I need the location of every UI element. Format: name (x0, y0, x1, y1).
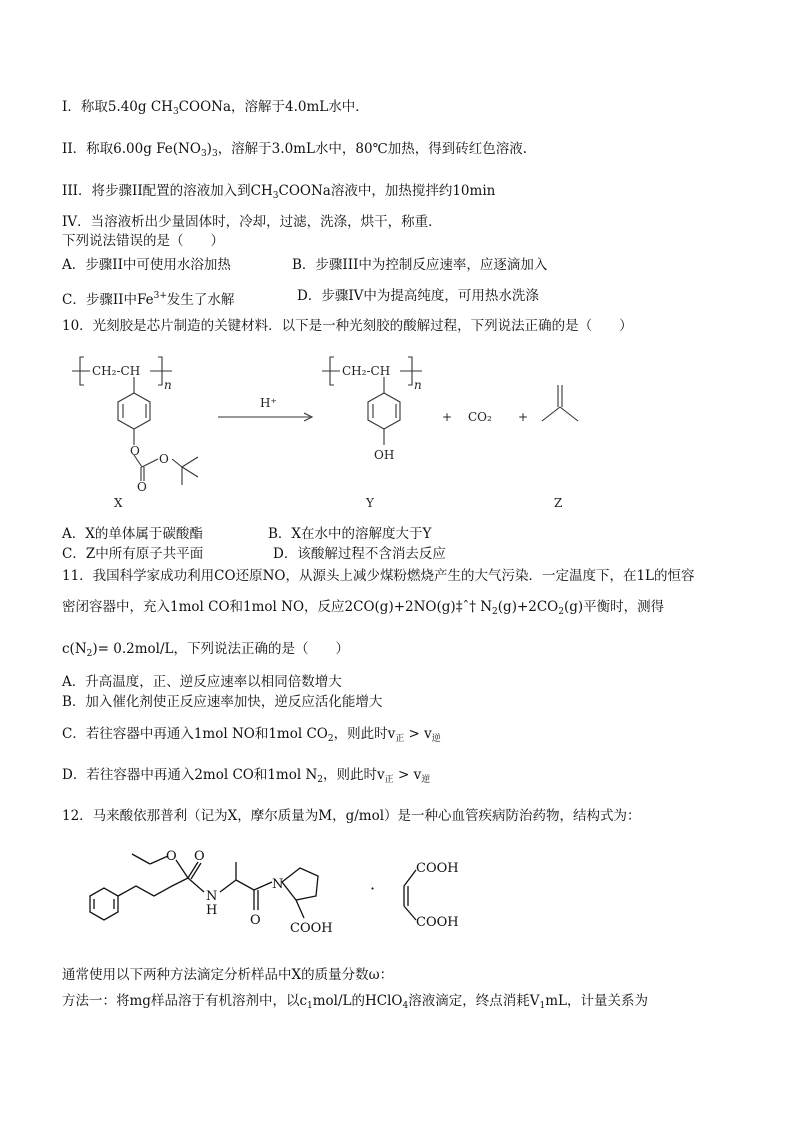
x-repeat-unit: CH₂-CH (92, 364, 141, 378)
q11-line-3: $c(N_2)= 0.2mol/L$，下列说法正确的是（ ） (62, 641, 349, 659)
q9-option-d: D．步骤IV中为提高纯度，可用热水洗涤 (297, 288, 539, 304)
q9-option-a: A．步骤II中可使用水浴加热 (62, 257, 231, 273)
enalapril-maleate-structure (60, 838, 500, 960)
q9-option-b: B．步骤III中为控制反应速率，应逐滴加入 (292, 257, 548, 273)
q9-option-c: C．步骤II中$Fe^{3+}$发生了水解 (62, 291, 235, 308)
q11-option-d: D．若往容器中再通入2mol CO和1mol $N_2$，则此时$v_正 > v_逆$ (62, 767, 431, 785)
proline-cooh-label: COOH (290, 921, 333, 936)
photoresist-reaction-diagram (60, 345, 620, 520)
maleic-cooh-top-label: COOH (416, 861, 459, 876)
amide-oxygen-label: O (250, 913, 261, 928)
step-3: III．将步骤II配置的溶液加入到$CH_3COONa$溶液中，加热搅拌约10min (62, 183, 496, 201)
label-y: Y (366, 496, 374, 510)
q9-stem: 下列说法错误的是（ ） (62, 233, 224, 249)
amine-h-label: H (206, 903, 218, 918)
x-n-label: n (164, 378, 172, 392)
q11-option-c: C．若往容器中再通入1mol NO和1mol $CO_2$，则此时$v_正 > v_逆$ (62, 726, 441, 744)
carbonyl-oxygen-label: O (194, 849, 205, 864)
y-n-label: n (414, 378, 422, 392)
q11-line-2: 密闭容器中，充入1mol CO和1mol NO，反应2CO(g)+2NO(g)‡ˆ† $N_2(g)+2CO_2(g)$平衡时，测得 (62, 599, 665, 617)
proline-n-label: N (272, 877, 284, 892)
q11-line-1: 11．我国科学家成功利用CO还原NO，从源头上减少煤粉燃烧产生的大气污染．一定温度下，在1L的恒容 (62, 568, 695, 584)
step-1: I．称取5.40g $CH_3COONa$，溶解于4.0mL水中． (62, 99, 369, 117)
q12-line-3: 方法一：将mg样品溶于有机溶剂中，以$c_1mol/L$的HClO$_4$溶液滴定，终点消耗$V_1mL$，计量关系为 (62, 993, 648, 1011)
salt-dot: · (370, 879, 376, 898)
x-ester-oxygen-label: O (159, 452, 169, 466)
amine-n-label: N (206, 889, 218, 904)
q10-option-b: B．X在水中的溶解度大于Y (268, 526, 432, 542)
y-repeat-unit: CH₂-CH (342, 364, 391, 378)
plus-sign-2: + (518, 410, 529, 424)
maleic-cooh-bottom-label: COOH (416, 915, 459, 930)
q12-stem: 12．马来酸依那普利（记为X，摩尔质量为M，g/mol）是一种心血管疾病防治药物，结构式为： (62, 808, 641, 824)
q11-option-a: A．升高温度，正、逆反应速率以相同倍数增大 (62, 674, 342, 690)
step-2: II．称取6.00g $Fe(NO_3)_3$，溶解于3.0mL水中，80℃加热，得到砖红色溶液. (62, 141, 527, 159)
x-oxygen-label: O (130, 444, 140, 458)
label-x: X (114, 496, 123, 510)
label-z: Z (554, 496, 563, 510)
x-carbonyl-oxygen-label: O (137, 480, 147, 494)
q10-option-d: D．该酸解过程不含消去反应 (273, 546, 446, 562)
catalyst-label: H⁺ (260, 396, 277, 410)
q10-stem: 10．光刻胶是芯片制造的关键材料．以下是一种光刻胶的酸解过程，下列说法正确的是（ ） (62, 318, 633, 334)
ester-oxygen-label: O (166, 849, 177, 864)
q10-option-c: C．Z中所有原子共平面 (62, 546, 204, 562)
q10-option-a: A．X的单体属于碳酸酯 (62, 526, 203, 542)
step-4: IV．当溶液析出少量固体时，冷却，过滤，洗涤，烘干，称重． (62, 214, 442, 230)
y-hydroxyl-label: OH (374, 448, 395, 462)
q11-option-b: B．加入催化剂使正反应速率加快，逆反应活化能增大 (62, 694, 383, 710)
q12-line-2: 通常使用以下两种方法滴定分析样品中X的质量分数ω： (62, 967, 394, 983)
plus-sign-1: + (442, 410, 453, 424)
co2-label: CO₂ (468, 410, 492, 424)
